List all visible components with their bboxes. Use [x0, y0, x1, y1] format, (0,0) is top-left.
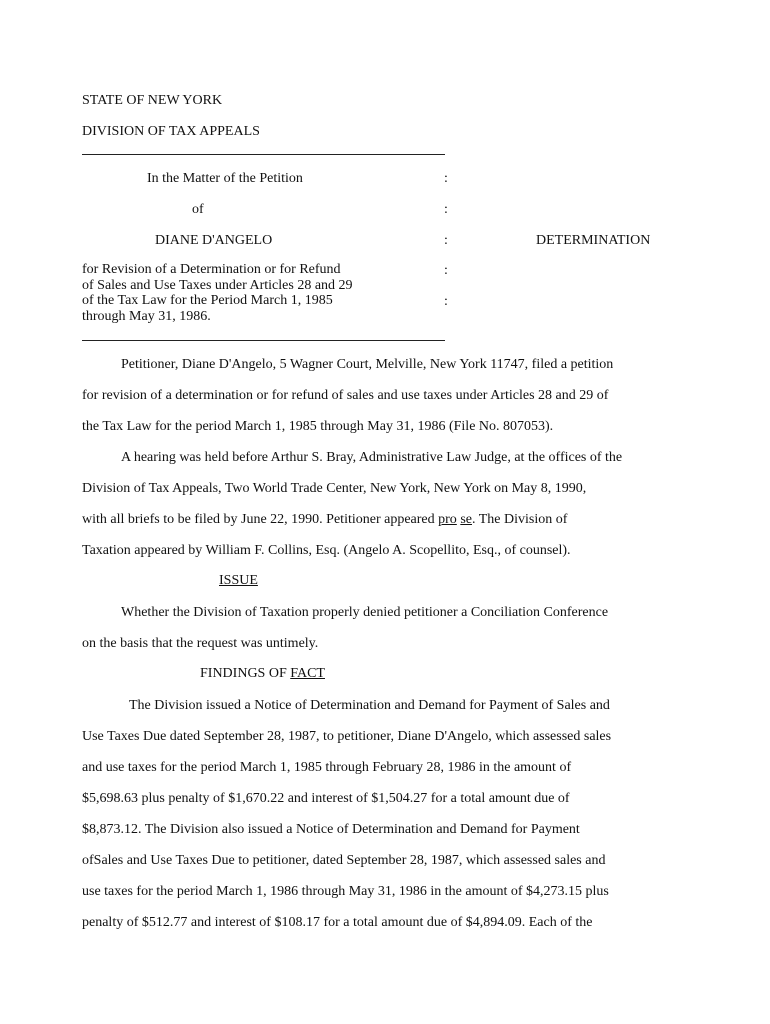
caption-description-line: of the Tax Law for the Period March 1, 1985 [82, 293, 333, 308]
findings-line: ofSales and Use Taxes Due to petitioner, dated September 28, 1987, which assessed sales and [82, 853, 606, 868]
findings-heading-underlined: FACT [290, 666, 325, 681]
hearing-line: A hearing was held before Arthur S. Bray, Administrative Law Judge, at the offices of the [121, 450, 623, 465]
issue-heading [219, 573, 258, 589]
caption-description-line: for Revision of a Determination or for Refund [82, 262, 341, 277]
findings-line: Use Taxes Due dated September 28, 1987, to petitioner, Diane D'Angelo, which assessed sales [82, 729, 612, 744]
hearing-line: Division of Tax Appeals, Two World Trade Center, New York, New York on May 8, 1990, [82, 481, 587, 496]
caption-colon-2: : [444, 202, 448, 217]
intro-line: for revision of a determination or for refund of sales and use taxes under Articles 28 and 29 of [82, 388, 609, 403]
findings-line: use taxes for the period March 1, 1986 through May 31, 1986 in the amount of $4,273.15 plus [82, 884, 609, 899]
issue-line: Whether the Division of Taxation properly denied petitioner a Conciliation Conference [121, 605, 609, 620]
caption-description-line: of Sales and Use Taxes under Articles 28 and 29 [82, 277, 353, 293]
caption-colon-4: : [444, 263, 448, 278]
hearing-text: . The Division of [471, 512, 568, 527]
findings-heading [200, 666, 325, 682]
findings-line: $5,698.63 plus penalty of $1,670.22 and interest of $1,504.27 for a total amount due of [82, 791, 570, 806]
document-type: DETERMINATION [536, 233, 651, 248]
intro-line: the Tax Law for the period March 1, 1985 through May 31, 1986 (File No. 807053). [82, 419, 554, 434]
caption-colon-1: : [444, 171, 448, 186]
state-heading: STATE OF NEW YORK [82, 93, 223, 108]
hearing-line [82, 511, 567, 528]
division-heading: DIVISION OF TAX APPEALS [82, 124, 260, 139]
pro-se-term: pro [438, 512, 457, 527]
issue-heading-text: ISSUE [219, 573, 258, 588]
caption-colon-3: : [444, 233, 448, 248]
intro-line: Petitioner, Diane D'Angelo, 5 Wagner Court, Melville, New York 11747, filed a petition [121, 357, 614, 372]
findings-line: penalty of $512.77 and interest of $108.17 for a total amount due of $4,894.09. Each of the [82, 915, 593, 930]
pro-se-term: se [460, 512, 472, 527]
findings-line: $8,873.12. The Division also issued a Notice of Determination and Demand for Payment [82, 822, 580, 837]
findings-heading-text: FINDINGS OF [200, 666, 291, 681]
caption-description [82, 262, 353, 324]
caption-of: of [192, 202, 204, 217]
findings-line: The Division issued a Notice of Determination and Demand for Payment of Sales and [129, 698, 610, 713]
caption-description-line: through May 31, 1986. [82, 308, 211, 324]
findings-line: and use taxes for the period March 1, 1985 through February 28, 1986 in the amount of [82, 760, 572, 775]
caption-petitioner: DIANE D'ANGELO [155, 233, 273, 248]
issue-line: on the basis that the request was untimely. [82, 636, 319, 651]
caption-colon-5: : [444, 294, 448, 309]
caption-matter: In the Matter of the Petition [147, 171, 303, 186]
caption-top-rule [82, 154, 445, 155]
hearing-line: Taxation appeared by William F. Collins, Esq. (Angelo A. Scopellito, Esq., of counsel). [82, 543, 571, 558]
hearing-text: with all briefs to be filed by June 22, 1990. Petitioner appeared [82, 512, 439, 527]
caption-bottom-rule [82, 340, 445, 341]
